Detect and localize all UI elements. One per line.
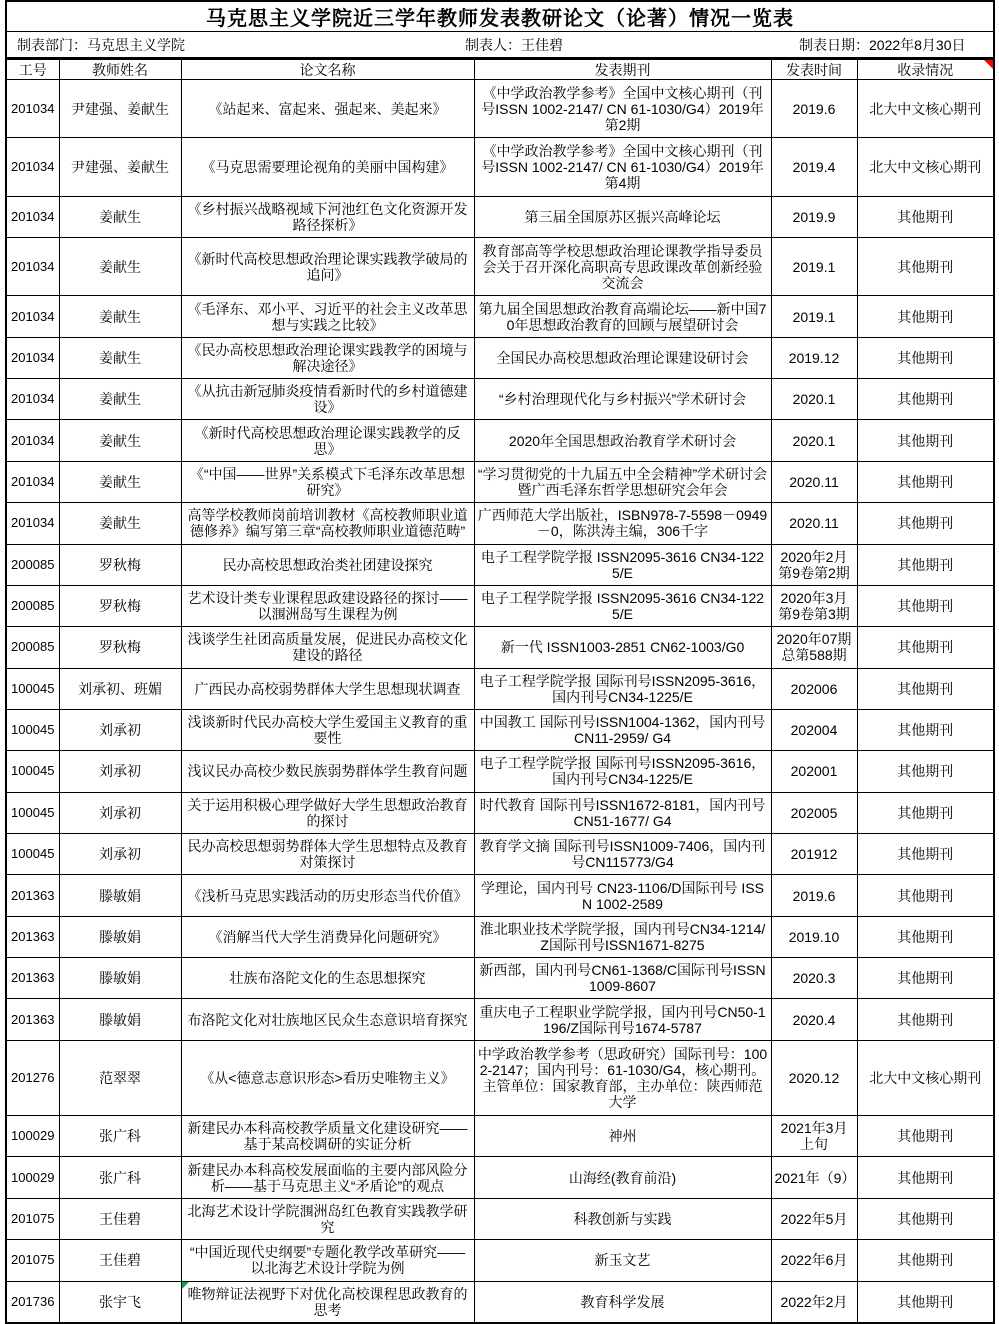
cell-paper: 《浅析马克思实践活动的历史形态当代价值》 (181, 875, 474, 916)
cell-id: 100045 (7, 792, 59, 833)
cell-journal: 新西部，国内刊号CN61-1368/C国际刊号ISSN1009-8607 (474, 958, 771, 999)
cell-status: 其他期刊 (857, 296, 993, 337)
cell-status: 北大中文核心期刊 (857, 138, 993, 196)
cell-journal: 2020年全国思想政治教育学术研讨会 (474, 420, 771, 461)
cell-teacher: 姜献生 (59, 296, 181, 337)
cell-journal: 神州 (474, 1116, 771, 1157)
cell-id: 201363 (7, 958, 59, 999)
table-row (7, 751, 993, 792)
cell-journal: “乡村治理现代化与乡村振兴”学术研讨会 (474, 379, 771, 420)
cell-paper: 广西民办高校弱势群体大学生思想现状调查 (181, 668, 474, 709)
cell-paper: 民办高校思想弱势群体大学生思想特点及教育对策探讨 (181, 834, 474, 875)
cell-teacher: 滕敏娟 (59, 875, 181, 916)
cell-id: 100045 (7, 709, 59, 750)
cell-journal: 电子工程学院学报 ISSN2095-3616 CN34-1225/E (474, 585, 771, 626)
cell-status: 其他期刊 (857, 916, 993, 957)
cell-teacher: 姜献生 (59, 196, 181, 237)
table-row (7, 1157, 993, 1198)
cell-status: 其他期刊 (857, 379, 993, 420)
cell-id: 200085 (7, 627, 59, 668)
cell-date: 2020.1 (771, 420, 857, 461)
cell-date: 2020.12 (771, 1040, 857, 1115)
cell-date: 2021年3月上旬 (771, 1116, 857, 1157)
cell-status: 其他期刊 (857, 544, 993, 585)
table-row (7, 238, 993, 296)
cell-date: 2019.6 (771, 875, 857, 916)
cell-paper: “中国近现代史纲要”专题化教学改革研究——以北海艺术设计学院为例 (181, 1240, 474, 1281)
cell-journal: 新一代 ISSN1003-2851 CN62-1003/G0 (474, 627, 771, 668)
cell-journal: 科教创新与实践 (474, 1198, 771, 1239)
column-header-id: 工号 (7, 60, 59, 80)
cell-date: 2019.12 (771, 337, 857, 378)
cell-id: 100029 (7, 1157, 59, 1198)
table-row (7, 792, 993, 833)
table-row (7, 668, 993, 709)
table-row (7, 544, 993, 585)
cell-date: 2019.1 (771, 296, 857, 337)
cell-journal: 山海经(教育前沿) (474, 1157, 771, 1198)
cell-status: 其他期刊 (857, 238, 993, 296)
cell-status: 其他期刊 (857, 958, 993, 999)
cell-id: 201363 (7, 875, 59, 916)
table-row (7, 1040, 993, 1115)
meta-row (7, 32, 993, 59)
cell-id: 201363 (7, 999, 59, 1040)
cell-id: 201034 (7, 138, 59, 196)
cell-paper: 《新时代高校思想政治理论课实践教学破局的追问》 (181, 238, 474, 296)
table-header-row (7, 60, 993, 80)
table-row (7, 585, 993, 626)
cell-date: 2019.4 (771, 138, 857, 196)
cell-id: 201034 (7, 296, 59, 337)
cell-date: 2020.11 (771, 503, 857, 544)
column-header-status: 收录情况 (857, 60, 993, 80)
cell-paper: 壮族布洛陀文化的生态思想探究 (181, 958, 474, 999)
cell-paper: 《“中国——世界”关系模式下毛泽东改革思想研究》 (181, 461, 474, 502)
cell-paper: 民办高校思想政治类社团建设探究 (181, 544, 474, 585)
table-row (7, 337, 993, 378)
cell-teacher: 张广科 (59, 1116, 181, 1157)
cell-date: 2019.9 (771, 196, 857, 237)
cell-date: 2019.1 (771, 238, 857, 296)
page-title: 马克思主义学院近三学年教师发表教研论文（论著）情况一览表 (7, 2, 993, 32)
cell-journal: 第三届全国原苏区振兴高峰论坛 (474, 196, 771, 237)
cell-teacher: 刘承初 (59, 751, 181, 792)
cell-date: 2022年6月 (771, 1240, 857, 1281)
cell-id: 201034 (7, 80, 59, 138)
cell-date: 2022年5月 (771, 1198, 857, 1239)
cell-paper: 关于运用积极心理学做好大学生思想政治教育的探讨 (181, 792, 474, 833)
table-row (7, 196, 993, 237)
cell-status: 其他期刊 (857, 709, 993, 750)
table-row (7, 916, 993, 957)
cell-id: 200085 (7, 544, 59, 585)
cell-status: 其他期刊 (857, 1281, 993, 1322)
cell-id: 201363 (7, 916, 59, 957)
cell-journal: 新玉文艺 (474, 1240, 771, 1281)
table-row (7, 875, 993, 916)
table-row (7, 1116, 993, 1157)
cell-paper: 《马克思需要理论视角的美丽中国构建》 (181, 138, 474, 196)
cell-date: 2020.4 (771, 999, 857, 1040)
cell-id: 201034 (7, 461, 59, 502)
cell-id: 100045 (7, 668, 59, 709)
cell-paper: 新建民办本科高校发展面临的主要内部风险分析——基于马克思主义“矛盾论”的观点 (181, 1157, 474, 1198)
cell-date: 2020.11 (771, 461, 857, 502)
cell-status: 其他期刊 (857, 875, 993, 916)
cell-id: 201075 (7, 1240, 59, 1281)
cell-status: 北大中文核心期刊 (857, 1040, 993, 1115)
cell-paper: 唯物辩证法视野下对优化高校课程思政教育的思考 (181, 1281, 474, 1322)
table-row (7, 999, 993, 1040)
cell-journal: 电子工程学院学报 国际刊号ISSN2095-3616，国内刊号CN34-1225/E (474, 751, 771, 792)
cell-date: 2021年（9） (771, 1157, 857, 1198)
cell-paper: 浅谈学生社团高质量发展，促进民办高校文化建设的路径 (181, 627, 474, 668)
table-row (7, 420, 993, 461)
cell-teacher: 刘承初、班媚 (59, 668, 181, 709)
cell-teacher: 滕敏娟 (59, 958, 181, 999)
cell-id: 201034 (7, 503, 59, 544)
column-header-journal: 发表期刊 (474, 60, 771, 80)
cell-status: 其他期刊 (857, 999, 993, 1040)
cell-paper: 浅谈新时代民办高校大学生爱国主义教育的重要性 (181, 709, 474, 750)
cell-paper: 高等学校教师岗前培训教材《高校教师职业道德修养》编写第三章“高校教师职业道德范畴” (181, 503, 474, 544)
cell-status: 其他期刊 (857, 1116, 993, 1157)
cell-teacher: 张广科 (59, 1157, 181, 1198)
cell-date: 2019.10 (771, 916, 857, 957)
cell-status: 其他期刊 (857, 585, 993, 626)
cell-journal: 学理论，国内刊号 CN23-1106/D国际刊号 ISSN 1002-2589 (474, 875, 771, 916)
cell-status: 其他期刊 (857, 627, 993, 668)
table-row (7, 1240, 993, 1281)
cell-teacher: 张宇飞 (59, 1281, 181, 1322)
cell-teacher: 刘承初 (59, 709, 181, 750)
cell-status: 其他期刊 (857, 461, 993, 502)
table-row (7, 503, 993, 544)
cell-status: 其他期刊 (857, 668, 993, 709)
cell-teacher: 姜献生 (59, 379, 181, 420)
cell-id: 201034 (7, 238, 59, 296)
cell-journal: 重庆电子工程职业学院学报，国内刊号CN50-1196/Z国际刊号1674-5787 (474, 999, 771, 1040)
cell-id: 100045 (7, 834, 59, 875)
cell-status: 其他期刊 (857, 196, 993, 237)
column-header-teacher: 教师姓名 (59, 60, 181, 80)
cell-status: 其他期刊 (857, 751, 993, 792)
cell-id: 200085 (7, 585, 59, 626)
cell-paper: 《民办高校思想政治理论课实践教学的困境与解决途径》 (181, 337, 474, 378)
cell-teacher: 滕敏娟 (59, 999, 181, 1040)
cell-date: 2020.1 (771, 379, 857, 420)
cell-paper: 《从抗击新冠肺炎疫情看新时代的乡村道德建设》 (181, 379, 474, 420)
cell-id: 201075 (7, 1198, 59, 1239)
cell-id: 201034 (7, 337, 59, 378)
cell-status: 其他期刊 (857, 1198, 993, 1239)
cell-journal: 教育部高等学校思想政治理论课教学指导委员会关于召开深化高职高专思政课改革创新经验交流会 (474, 238, 771, 296)
cell-paper: 《乡村振兴战略视域下河池红色文化资源开发路径探析》 (181, 196, 474, 237)
meta-date: 制表日期：2022年8月30日 (799, 36, 966, 53)
cell-paper: 《从<德意志意识形态>看历史唯物主义》 (181, 1040, 474, 1115)
cell-date: 202004 (771, 709, 857, 750)
cell-journal: 广西师范大学出版社，ISBN978-7-5598－0949－0，陈洪涛主编，306千字 (474, 503, 771, 544)
cell-teacher: 罗秋梅 (59, 627, 181, 668)
table-row (7, 80, 993, 138)
cell-date: 202001 (771, 751, 857, 792)
cell-id: 100029 (7, 1116, 59, 1157)
cell-journal: 电子工程学院学报 ISSN2095-3616 CN34-1225/E (474, 544, 771, 585)
cell-journal: 《中学政治教学参考》全国中文核心期刊（刊号ISSN 1002-2147/ CN 61-1030/G4）2019年第4期 (474, 138, 771, 196)
cell-status: 其他期刊 (857, 503, 993, 544)
cell-id: 201034 (7, 420, 59, 461)
cell-journal: 全国民办高校思想政治理论课建设研讨会 (474, 337, 771, 378)
cell-journal: 教育学文摘 国际刊号ISSN1009-7406，国内刊号CN115773/G4 (474, 834, 771, 875)
cell-journal: 淮北职业技术学院学报，国内刊号CN34-1214/Z国际刊号ISSN1671-8275 (474, 916, 771, 957)
cell-id: 201034 (7, 196, 59, 237)
meta-department: 制表部门：马克思主义学院 (17, 36, 185, 53)
cell-date: 202006 (771, 668, 857, 709)
cell-teacher: 姜献生 (59, 503, 181, 544)
cell-date: 2020.3 (771, 958, 857, 999)
cell-status: 北大中文核心期刊 (857, 80, 993, 138)
cell-teacher: 姜献生 (59, 461, 181, 502)
cell-teacher: 罗秋梅 (59, 544, 181, 585)
cell-teacher: 王佳碧 (59, 1198, 181, 1239)
cell-date: 2020年2月第9卷第2期 (771, 544, 857, 585)
table-row (7, 138, 993, 196)
cell-teacher: 罗秋梅 (59, 585, 181, 626)
cell-journal: “学习贯彻党的十九届五中全会精神”学术研讨会暨广西毛泽东哲学思想研究会年会 (474, 461, 771, 502)
cell-status: 其他期刊 (857, 337, 993, 378)
cell-teacher: 刘承初 (59, 792, 181, 833)
cell-journal: 第九届全国思想政治教育高端论坛——新中国70年思想政治教育的回顾与展望研讨会 (474, 296, 771, 337)
table-row (7, 1198, 993, 1239)
cell-date: 2019.6 (771, 80, 857, 138)
cell-status: 其他期刊 (857, 792, 993, 833)
cell-teacher: 范翠翠 (59, 1040, 181, 1115)
cell-paper: 艺术设计类专业课程思政建设路径的探讨——以涠洲岛写生课程为例 (181, 585, 474, 626)
cell-date: 2022年2月 (771, 1281, 857, 1322)
table-row (7, 709, 993, 750)
cell-journal: 中国教工 国际刊号ISSN1004-1362，国内刊号CN11-2959/ G4 (474, 709, 771, 750)
cell-paper: 《毛泽东、邓小平、习近平的社会主义改革思想与实践之比较》 (181, 296, 474, 337)
table-row (7, 627, 993, 668)
cell-journal: 《中学政治教学参考》全国中文核心期刊（刊号ISSN 1002-2147/ CN 61-1030/G4）2019年第2期 (474, 80, 771, 138)
table-row (7, 379, 993, 420)
column-header-paper: 论文名称 (181, 60, 474, 80)
meta-creator: 制表人：王佳碧 (465, 36, 563, 53)
column-header-date: 发表时间 (771, 60, 857, 80)
cell-status: 其他期刊 (857, 1157, 993, 1198)
cell-date: 2020年07期总第588期 (771, 627, 857, 668)
cell-teacher: 姜献生 (59, 420, 181, 461)
cell-status: 其他期刊 (857, 1240, 993, 1281)
cell-id: 100045 (7, 751, 59, 792)
cell-teacher: 滕敏娟 (59, 916, 181, 957)
table-body (7, 80, 993, 1323)
cell-teacher: 王佳碧 (59, 1240, 181, 1281)
cell-teacher: 尹建强、姜献生 (59, 138, 181, 196)
cell-id: 201736 (7, 1281, 59, 1322)
cell-teacher: 尹建强、姜献生 (59, 80, 181, 138)
cell-journal: 中学政治教学参考（思政研究）国际刊号：1002-2147；国内刊号：61-1030/G4，核心期刊。主管单位：国家教育部，主办单位：陕西师范大学 (474, 1040, 771, 1115)
cell-paper: 《消解当代大学生消费异化问题研究》 (181, 916, 474, 957)
cell-id: 201276 (7, 1040, 59, 1115)
cell-date: 2020年3月第9卷第3期 (771, 585, 857, 626)
cell-date: 202005 (771, 792, 857, 833)
cell-journal: 电子工程学院学报 国际刊号ISSN2095-3616，国内刊号CN34-1225/E (474, 668, 771, 709)
cell-paper: 《新时代高校思想政治理论课实践教学的反思》 (181, 420, 474, 461)
cell-id: 201034 (7, 379, 59, 420)
cell-teacher: 姜献生 (59, 337, 181, 378)
cell-paper: 北海艺术设计学院涠洲岛红色教育实践教学研究 (181, 1198, 474, 1239)
cell-teacher: 刘承初 (59, 834, 181, 875)
papers-table (7, 59, 993, 1322)
cell-journal: 教育科学发展 (474, 1281, 771, 1322)
table-row (7, 958, 993, 999)
table-row (7, 1281, 993, 1322)
table-row (7, 461, 993, 502)
table-row (7, 834, 993, 875)
cell-teacher: 姜献生 (59, 238, 181, 296)
cell-paper: 新建民办本科高校教学质量文化建设研究——基于某高校调研的实证分析 (181, 1116, 474, 1157)
cell-date: 201912 (771, 834, 857, 875)
cell-paper: 浅议民办高校少数民族弱势群体学生教育问题 (181, 751, 474, 792)
cell-paper: 布洛陀文化对壮族地区民众生态意识培育探究 (181, 999, 474, 1040)
cell-status: 其他期刊 (857, 420, 993, 461)
spreadsheet (5, 0, 995, 1324)
cell-paper: 《站起来、富起来、强起来、美起来》 (181, 80, 474, 138)
cell-journal: 时代教育 国际刊号ISSN1672-8181，国内刊号CN51-1677/ G4 (474, 792, 771, 833)
cell-status: 其他期刊 (857, 834, 993, 875)
table-row (7, 296, 993, 337)
